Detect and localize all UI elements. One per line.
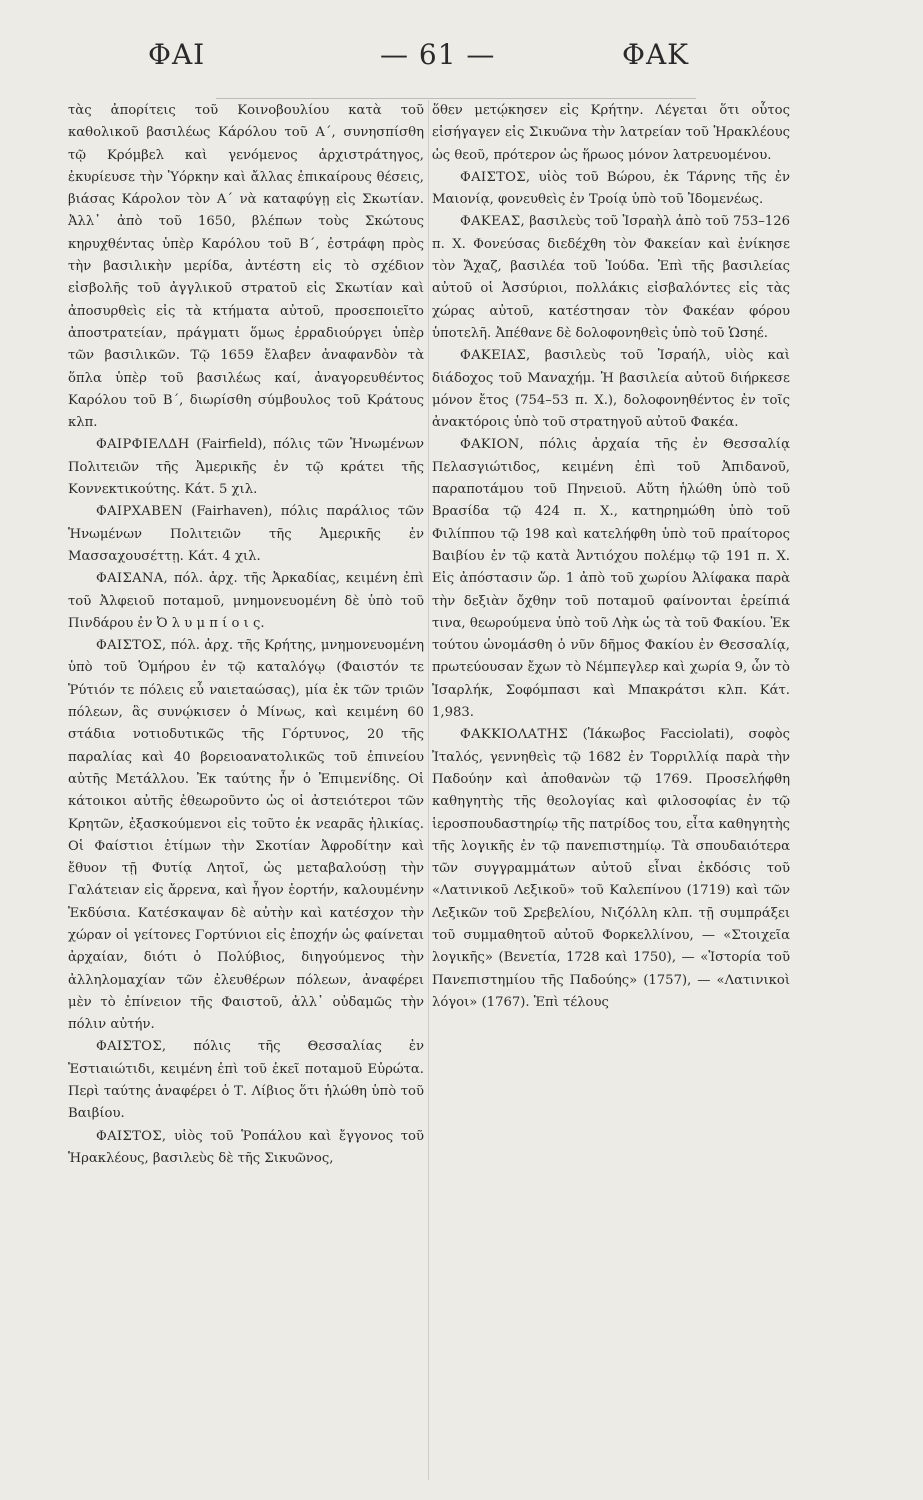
left-column bbox=[68, 100, 424, 1480]
entry-text: πόλις ἀρχαία τῆς ἐν Θεσσαλίᾳ Πελασγιώτιδος, κειμένη ἐπὶ τοῦ Ἀπιδανοῦ, παραποτάμου τοῦ Πηνειοῦ. Αὕτη ἡλώθη ὑπὸ τοῦ Βρασίδα τῷ 424 π. Χ., κατηρημώθη ὑπὸ τοῦ Φιλίππου τῷ 198 καὶ κατελήφθη ὑπὸ τοῦ πραίτορος Βαιβίου ἐν τῷ κατὰ Ἀντιόχου πολέμῳ τῷ 191 π. Χ. Εἰς ἀπόστασιν ὥρ. 1 ἀπὸ τοῦ χωρίου Ἀλίφακα παρὰ τὴν δεξιὰν ὄχθην τοῦ ποταμοῦ φαίνονται ἐρείπιά τινα, θεωρούμενα ὑπὸ τοῦ Λὴκ ὡς τὰ τοῦ Φακίου. Ἐκ τούτου ὠνομάσθη ὁ νῦν δῆμος Φακίου ἐν Θεσσαλίᾳ, πρωτεύουσαν ἔχων τὸ Νέμπεγλερ καὶ χωρία 9, ὧν τὸ Ἰσαρλήκ, Σοφόμπασι καὶ Μπακράτσι κλπ. Κάτ. 1,983. bbox=[432, 437, 790, 721]
entry-headword: ΦΑΙΣΤΟΣ, bbox=[96, 638, 167, 654]
entry-text: βασιλεὺς τοῦ Ἰσραὴλ ἀπὸ τοῦ 753–126 π. Χ. Φονεύσας διεδέχθη τὸν Φακείαν καὶ ἐνίκησε τὸν Ἄχαζ, βασιλέα τοῦ Ἰούδα. Ἐπὶ τῆς βασιλείας αὐτοῦ οἱ Ἀσσύριοι, πολλάκις εἰσβαλόντες εἰς τὰς χώρας αὐτοῦ, κατέστησαν τὸν Φακέαν φόρου ὑποτελῆ. Ἀπέθανε δὲ δολοφονηθεὶς ὑπὸ τοῦ Ὡσηέ. bbox=[432, 214, 790, 341]
entry-headword: ΦΑΙΡΦΙΕΛΔΗ bbox=[96, 437, 190, 453]
entry-text: βασιλεὺς τοῦ Ἰσραήλ, υἱὸς καὶ διάδοχος τοῦ Μαναχήμ. Ἡ βασιλεία αὐτοῦ διήρκεσε μόνον ἔτος (754–53 π. Χ.), δολοφονηθέντος ἐν τοῖς ἀνακτόροις ὑπὸ τοῦ στρατηγοῦ αὐτοῦ Φακέα. bbox=[432, 348, 790, 431]
entry-text: πόλ. ἀρχ. τῆς Κρήτης, μνημονευομένη ὑπὸ τοῦ Ὁμήρου ἐν τῷ καταλόγῳ (Φαιστόν τε Ῥύτιόν τε πόλεις εὖ ναιεταώσας), μία ἐκ τῶν τριῶν πόλεων, ἃς συνῴκισεν ὁ Μίνως, καὶ κειμένη 60 στάδια νοτιοδυτικῶς τῆς Γόρτυνος, 20 τῆς παραλίας καὶ 40 βορειοανατολικῶς τοῦ ἐπινείου αὐτῆς Μετάλλου. Ἐκ ταύτης ἦν ὁ Ἐπιμενίδης. Οἱ κάτοικοι αὐτῆς ἐθεωροῦντο ὡς οἱ ἀστειότεροι τῶν Κρητῶν, ἐξασκούμενοι εἰς τοῦτο ἐκ νεαρᾶς ἡλικίας. Οἱ Φαίστιοι ἐτίμων τὴν Σκοτίαν Ἀφροδίτην καὶ ἔθυον τῇ Φυτίᾳ Λητοῖ, ὡς μεταβαλούσῃ τὴν Γαλάτειαν εἰς ἄρρενα, καὶ ἦγον ἑορτήν, καλουμένην Ἐκδύσια. Κατέσκαψαν δὲ αὐτὴν καὶ κατέσχον τὴν χώραν οἱ γείτονες Γορτύνιοι εἰς ἐποχήν ὡς φαίνεται ἀρχαίαν, διότι ὁ Πολύβιος, διηγούμενος τὴν ἀλληλομαχίαν τῶν ἐλευθέρων πόλεων, ἀναφέρει μὲν τὸ ἐπίνειον τῆς Φαιστοῦ, ἀλλ᾽ οὐδαμῶς τὴν πόλιν αὐτήν. bbox=[68, 638, 424, 1033]
entry-headword: ΦΑΚΚΙΟΛΑΤΗΣ bbox=[460, 727, 569, 743]
entry-text: πόλις τῆς Θεσσαλίας ἐν Ἑστιαιώτιδι, κειμένη ἐπὶ τοῦ ἐκεῖ ποταμοῦ Εὐρώτα. Περὶ ταύτης ἀναφέρει ὁ Τ. Λίβιος ὅτι ἡλώθη ὑπὸ τοῦ Βαιβίου. bbox=[68, 1039, 424, 1122]
entry-headword: ΦΑΚΕΑΣ, bbox=[460, 214, 525, 230]
page-number: — 61 — bbox=[380, 38, 496, 71]
header-left-keyword: ΦΑΙ bbox=[148, 38, 206, 71]
entry-text: (Ἰάκωβος Facciolati), σοφὸς Ἰταλός, γεννηθεὶς τῷ 1682 ἐν Τορριλλίᾳ παρὰ τὴν Παδούην καὶ ἀποθανὼν τῷ 1769. Προσελήφθη καθηγητὴς τῆς θεολογίας καὶ φιλοσοφίας ἐν τῷ ἱεροσπουδαστηρίῳ τῆς πατρίδος του, εἶτα καθηγητὴς τῆς λογικῆς ἐν τῷ πανεπιστημίῳ. Τὰ σπουδαιότερα τῶν συγγραμμάτων αὐτοῦ εἶναι ἐκδόσις τοῦ «Λατινικοῦ Λεξικοῦ» τοῦ Καλεπίνου (1719) καὶ τῶν Λεξικῶν τοῦ Σρεβελίου, Νιζόλλη κλπ. τῇ συμπράξει τοῦ συμμαθητοῦ αὐτοῦ Φορκελλίνου, — «Στοιχεῖα λογικῆς» (Βενετία, 1728 καὶ 1750), — «Ἱστορία τοῦ Πανεπιστημίου τῆς Παδούης» (1757), — «Λατινικοὶ λόγοι» (1767). Ἐπὶ τέλους bbox=[432, 727, 790, 1010]
entry-headword: ΦΑΚΕΙΑΣ, bbox=[460, 348, 531, 364]
entry-text: υἱὸς τοῦ Ῥοπάλου καὶ ἔγγονος τοῦ Ἡρακλέους, βασιλεὺς δὲ τῆς Σικυῶνος, bbox=[68, 1128, 424, 1166]
dictionary-entry bbox=[68, 501, 424, 568]
dictionary-entry bbox=[432, 167, 790, 212]
entry-headword: ΦΑΙΣΑΝΑ, bbox=[96, 571, 169, 587]
dictionary-entry bbox=[68, 635, 424, 1036]
entry-continuation bbox=[68, 100, 424, 434]
entry-continuation bbox=[432, 100, 790, 167]
dictionary-entry bbox=[68, 434, 424, 501]
entry-headword: ΦΑΙΣΤΟΣ, bbox=[460, 169, 531, 185]
right-column bbox=[432, 100, 790, 1480]
header-rule bbox=[216, 98, 696, 99]
dictionary-entry bbox=[432, 345, 790, 434]
entry-headword: ΦΑΙΣΤΟΣ, bbox=[96, 1039, 167, 1055]
entry-text: (Fairfield), πόλις τῶν Ἡνωμένων Πολιτειῶν τῆς Ἀμερικῆς ἐν τῷ κράτει τῆς Κοννεκτικούτης. Κάτ. 5 χιλ. bbox=[68, 437, 424, 498]
dictionary-entry bbox=[432, 724, 790, 1014]
dictionary-entry bbox=[68, 1126, 424, 1171]
dictionary-entry bbox=[432, 211, 790, 345]
dictionary-entry bbox=[68, 1036, 424, 1125]
entry-text: τὰς ἀπορίτεις τοῦ Κοινοβουλίου κατὰ τοῦ καθολικοῦ βασιλέως Κάρόλου τοῦ Α΄, συνησπίσθη τῷ Κρόμβελ καὶ γενόμενος ἀρχιστράτηγος, ἐκυρίευσε τὴν Ὑόρκην καὶ ἄλλας ἐπικαίρους θέσεις, βιάσας Κάρολον τὸν Α΄ νὰ καταφύγῃ εἰς Σκωτίαν. Ἀλλ᾽ ἀπὸ τοῦ 1650, βλέπων τοὺς Σκώτους κηρυχθέντας ὑπὲρ Καρόλου τοῦ Β΄, ἐστράφη πρὸς τὴν βασιλικὴν μερίδα, ἀντέστη εἰς τὸ σχέδιον εἰσβολῆς τοῦ ἀγγλικοῦ στρατοῦ εἰς Σκωτίαν καὶ ἀποσυρθεὶς εἰς τὰ κτήματα αὐτοῦ, προσεποιεῖτο ἀποστρατείαν, πράγματι ὅμως ἐρραδιούργει ὑπὲρ τῶν βασιλικῶν. Τῷ 1659 ἔλαβεν ἀναφανδὸν τὰ ὅπλα ὑπὲρ τοῦ βασιλέως καί, ἀναγορευθέντος Καρόλου τοῦ Β΄, διωρίσθη σύμβουλος τοῦ Κράτους κλπ. bbox=[68, 103, 424, 431]
entry-headword: ΦΑΙΡΧΑΒΕΝ bbox=[96, 504, 183, 520]
dictionary-entry bbox=[68, 568, 424, 635]
entry-headword: ΦΑΚΙΟΝ, bbox=[460, 437, 525, 453]
entry-headword: ΦΑΙΣΤΟΣ, bbox=[96, 1128, 167, 1144]
entry-text: πόλ. ἀρχ. τῆς Ἀρκαδίας, κειμένη ἐπὶ τοῦ Ἀλφειοῦ ποταμοῦ, μνημονευομένη δὲ ὑπὸ τοῦ Πινδάρου ἐν Ὀ λ υ μ π ί ο ι ς. bbox=[68, 571, 424, 631]
header-right-keyword: ΦΑΚ bbox=[622, 38, 690, 71]
entry-text: (Fairhaven), πόλις παράλιος τῶν Ἡνωμένων Πολιτειῶν τῆς Ἀμερικῆς ἐν Μασσαχουσέττῃ. Κάτ. 4 χιλ. bbox=[68, 504, 424, 564]
entry-text: υἱὸς τοῦ Βώρου, ἐκ Τάρνης τῆς ἐν Μαιονίᾳ, φονευθεὶς ἐν Τροίᾳ ὑπὸ τοῦ Ἰδομενέως. bbox=[432, 169, 790, 208]
entry-text: ὅθεν μετῴκησεν εἰς Κρήτην. Λέγεται ὅτι οὗτος εἰσήγαγεν εἰς Σικυῶνα τὴν λατρείαν τοῦ Ἡρακλέους ὡς θεοῦ, πρότερον ὡς ἥρωος μόνον λατρευομένου. bbox=[432, 103, 790, 163]
dictionary-entry bbox=[432, 434, 790, 724]
running-header bbox=[0, 38, 923, 88]
column-divider bbox=[428, 100, 429, 1480]
